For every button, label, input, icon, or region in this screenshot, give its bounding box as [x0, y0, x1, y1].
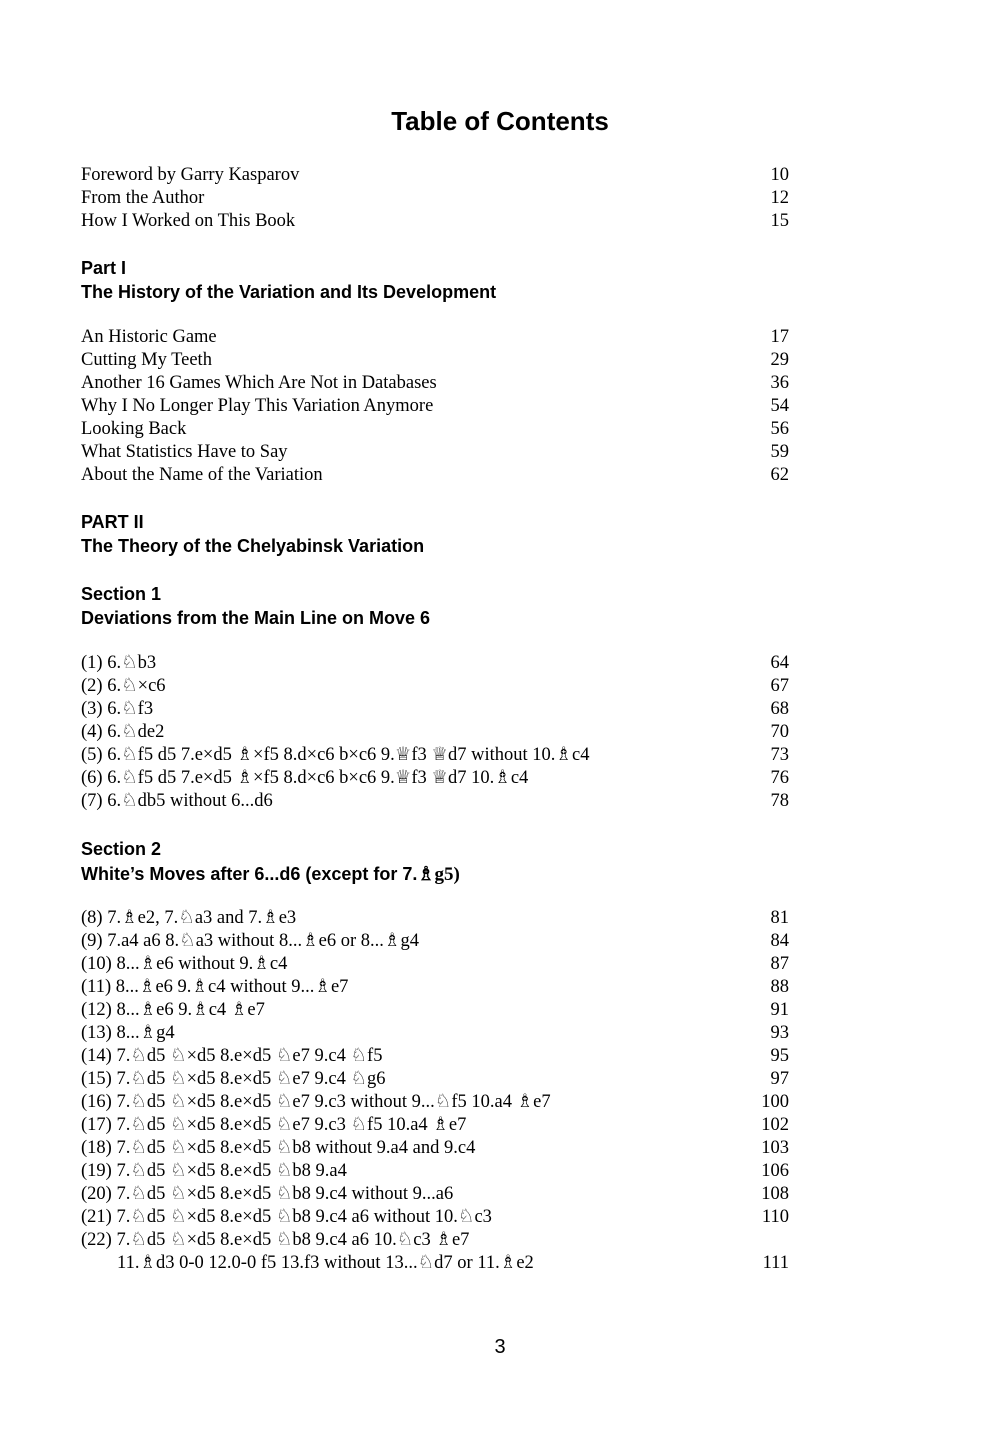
part2-label: PART II: [81, 512, 144, 532]
toc-entry-text: Why I No Longer Play This Variation Anymore: [81, 396, 434, 416]
toc-entry[interactable]: [81, 210, 789, 233]
toc-entry-page: 70: [770, 722, 789, 742]
page-title: Table of Contents: [391, 106, 609, 136]
toc-entry-text: (18) 7.♘d5 ♘×d5 8.e×d5 ♘b8 without 9.a4 and 9.c4: [81, 1138, 476, 1158]
toc-entry-text: (13) 8...♗g4: [81, 1023, 175, 1043]
toc-entry-page: 102: [761, 1115, 789, 1135]
toc-entry-page: 81: [770, 908, 789, 928]
toc-entry-page: 68: [770, 699, 789, 719]
toc-entry-page: 29: [770, 350, 789, 370]
toc-entry-page: 106: [761, 1161, 789, 1181]
page-number: 3: [494, 1336, 506, 1358]
toc-entry-page: 59: [770, 442, 789, 462]
part2-title: The Theory of the Chelyabinsk Variation: [81, 536, 425, 556]
toc-entry[interactable]: [81, 999, 789, 1022]
toc-entry-page: 73: [770, 745, 789, 765]
toc-entry-page: 62: [770, 465, 789, 485]
toc-entry[interactable]: [81, 953, 789, 976]
toc-front-list: [81, 164, 789, 233]
toc-entry[interactable]: [81, 767, 789, 790]
toc-entry[interactable]: [81, 1068, 789, 1091]
toc-section1-list: [81, 652, 789, 813]
section2-title: [81, 862, 881, 887]
toc-entry-text: How I Worked on This Book: [81, 211, 296, 231]
toc-entry[interactable]: [81, 1114, 789, 1137]
toc-entry-text: About the Name of the Variation: [81, 465, 323, 485]
toc-entry[interactable]: [81, 187, 789, 210]
section2-title-main: White’s Moves after 6...d6 (except for 7.: [81, 864, 418, 884]
toc-entry-page: 93: [770, 1023, 789, 1043]
toc-entry[interactable]: [81, 675, 789, 698]
toc-entry-page: 100: [761, 1092, 789, 1112]
section2-label: Section 2: [81, 839, 162, 859]
toc-entry-page: 108: [761, 1184, 789, 1204]
toc-entry-page: 87: [770, 954, 789, 974]
toc-entry-text: (8) 7.♗e2, 7.♘a3 and 7.♗e3: [81, 908, 297, 928]
toc-entry[interactable]: [81, 1160, 789, 1183]
toc-entry-text: (15) 7.♘d5 ♘×d5 8.e×d5 ♘e7 9.c4 ♘g6: [81, 1069, 386, 1089]
toc-entry-text: (11) 8...♗e6 9.♗c4 without 9...♗e7: [81, 977, 349, 997]
toc-entry-page: 17: [770, 327, 789, 347]
toc-entry-page: 56: [770, 419, 789, 439]
toc-entry-text: Cutting My Teeth: [81, 350, 212, 370]
toc-entry-page: 54: [770, 396, 789, 416]
toc-entry[interactable]: [81, 1022, 789, 1045]
toc-entry-page: 12: [770, 188, 789, 208]
toc-entry[interactable]: [81, 464, 789, 487]
toc-entry-text: (7) 6.♘db5 without 6...d6: [81, 791, 273, 811]
toc-entry-text: Foreword by Garry Kasparov: [81, 165, 300, 185]
toc-entry-text: What Statistics Have to Say: [81, 442, 288, 462]
toc-entry[interactable]: [81, 790, 789, 813]
toc-entry[interactable]: [81, 1045, 789, 1068]
toc-entry[interactable]: [81, 1206, 789, 1229]
toc-entry-text: Looking Back: [81, 419, 187, 439]
toc-entry[interactable]: [81, 930, 789, 953]
toc-entry-page: 95: [770, 1046, 789, 1066]
toc-entry[interactable]: [81, 1229, 789, 1252]
toc-entry[interactable]: [81, 441, 789, 464]
toc-entry[interactable]: [81, 1183, 789, 1206]
toc-entry-text: 11.♗d3 0-0 12.0-0 f5 13.f3 without 13...♘d7 or 11.♗e2: [117, 1253, 534, 1273]
toc-entry-text: (14) 7.♘d5 ♘×d5 8.e×d5 ♘e7 9.c4 ♘f5: [81, 1046, 383, 1066]
toc-entry-page: 84: [770, 931, 789, 951]
toc-entry-page: 88: [770, 977, 789, 997]
part1-title: The History of the Variation and Its Development: [81, 282, 497, 302]
toc-entry-text: Another 16 Games Which Are Not in Databases: [81, 373, 437, 393]
toc-entry-text: (16) 7.♘d5 ♘×d5 8.e×d5 ♘e7 9.c3 without 9...♘f5 10.a4 ♗e7: [81, 1092, 551, 1112]
section1-label: Section 1: [81, 584, 162, 604]
toc-entry-page: 76: [770, 768, 789, 788]
toc-entry[interactable]: [81, 418, 789, 441]
toc-entry[interactable]: [81, 976, 789, 999]
toc-entry-text: (9) 7.a4 a6 8.♘a3 without 8...♗e6 or 8...♗g4: [81, 931, 419, 951]
toc-entry-text: (19) 7.♘d5 ♘×d5 8.e×d5 ♘b8 9.a4: [81, 1161, 347, 1181]
toc-entry-page: 111: [762, 1253, 789, 1273]
section1-title: Deviations from the Main Line on Move 6: [81, 608, 431, 628]
toc-entry-page: 36: [770, 373, 789, 393]
toc-entry-text: (22) 7.♘d5 ♘×d5 8.e×d5 ♘b8 9.c4 a6 10.♘c3 ♗e7: [81, 1230, 470, 1250]
toc-entry-text: (6) 6.♘f5 d5 7.e×d5 ♗×f5 8.d×c6 b×c6 9.♕f3 ♕d7 10.♗c4: [81, 768, 529, 788]
part1-label: Part I: [81, 258, 127, 278]
toc-entry[interactable]: [81, 349, 789, 372]
toc-entry-continuation[interactable]: [81, 1252, 789, 1275]
toc-entry[interactable]: [81, 1137, 789, 1160]
toc-entry-text: (5) 6.♘f5 d5 7.e×d5 ♗×f5 8.d×c6 b×c6 9.♕f3 ♕d7 without 10.♗c4: [81, 745, 590, 765]
toc-entry[interactable]: [81, 721, 789, 744]
toc-entry-text: (2) 6.♘×c6: [81, 676, 166, 696]
toc-entry[interactable]: [81, 744, 789, 767]
toc-entry-page: 64: [770, 653, 789, 673]
toc-entry[interactable]: [81, 164, 789, 187]
toc-entry[interactable]: [81, 326, 789, 349]
toc-entry-text: (3) 6.♘f3: [81, 699, 154, 719]
toc-entry-text: (21) 7.♘d5 ♘×d5 8.e×d5 ♘b8 9.c4 a6 without 10.♘c3: [81, 1207, 492, 1227]
toc-entry-text: (20) 7.♘d5 ♘×d5 8.e×d5 ♘b8 9.c4 without 9...a6: [81, 1184, 454, 1204]
toc-entry[interactable]: [81, 698, 789, 721]
toc-entry-text: An Historic Game: [81, 327, 217, 347]
toc-entry-text: (10) 8...♗e6 without 9.♗c4: [81, 954, 288, 974]
toc-entry-page: 103: [761, 1138, 789, 1158]
toc-entry[interactable]: [81, 1091, 789, 1114]
toc-entry[interactable]: [81, 372, 789, 395]
toc-entry[interactable]: [81, 395, 789, 418]
toc-entry[interactable]: [81, 652, 789, 675]
toc-entry-text: (1) 6.♘b3: [81, 653, 157, 673]
toc-entry-text: (17) 7.♘d5 ♘×d5 8.e×d5 ♘e7 9.c3 ♘f5 10.a4 ♗e7: [81, 1115, 467, 1135]
toc-entry-text: (4) 6.♘de2: [81, 722, 165, 742]
toc-entry-page: 15: [770, 211, 789, 231]
toc-part1-list: [81, 326, 789, 487]
toc-entry-page: 67: [770, 676, 789, 696]
section2-title-tail: ♗g5): [417, 864, 460, 885]
toc-entry[interactable]: [81, 907, 789, 930]
toc-entry-page: 91: [770, 1000, 789, 1020]
toc-entry-text: From the Author: [81, 188, 205, 208]
toc-entry-page: 10: [770, 165, 789, 185]
toc-entry-text: (12) 8...♗e6 9.♗c4 ♗e7: [81, 1000, 265, 1020]
toc-section2-list: [81, 907, 789, 1275]
toc-entry-page: 97: [770, 1069, 789, 1089]
toc-entry-page: 78: [770, 791, 789, 811]
toc-entry-page: 110: [761, 1207, 789, 1227]
